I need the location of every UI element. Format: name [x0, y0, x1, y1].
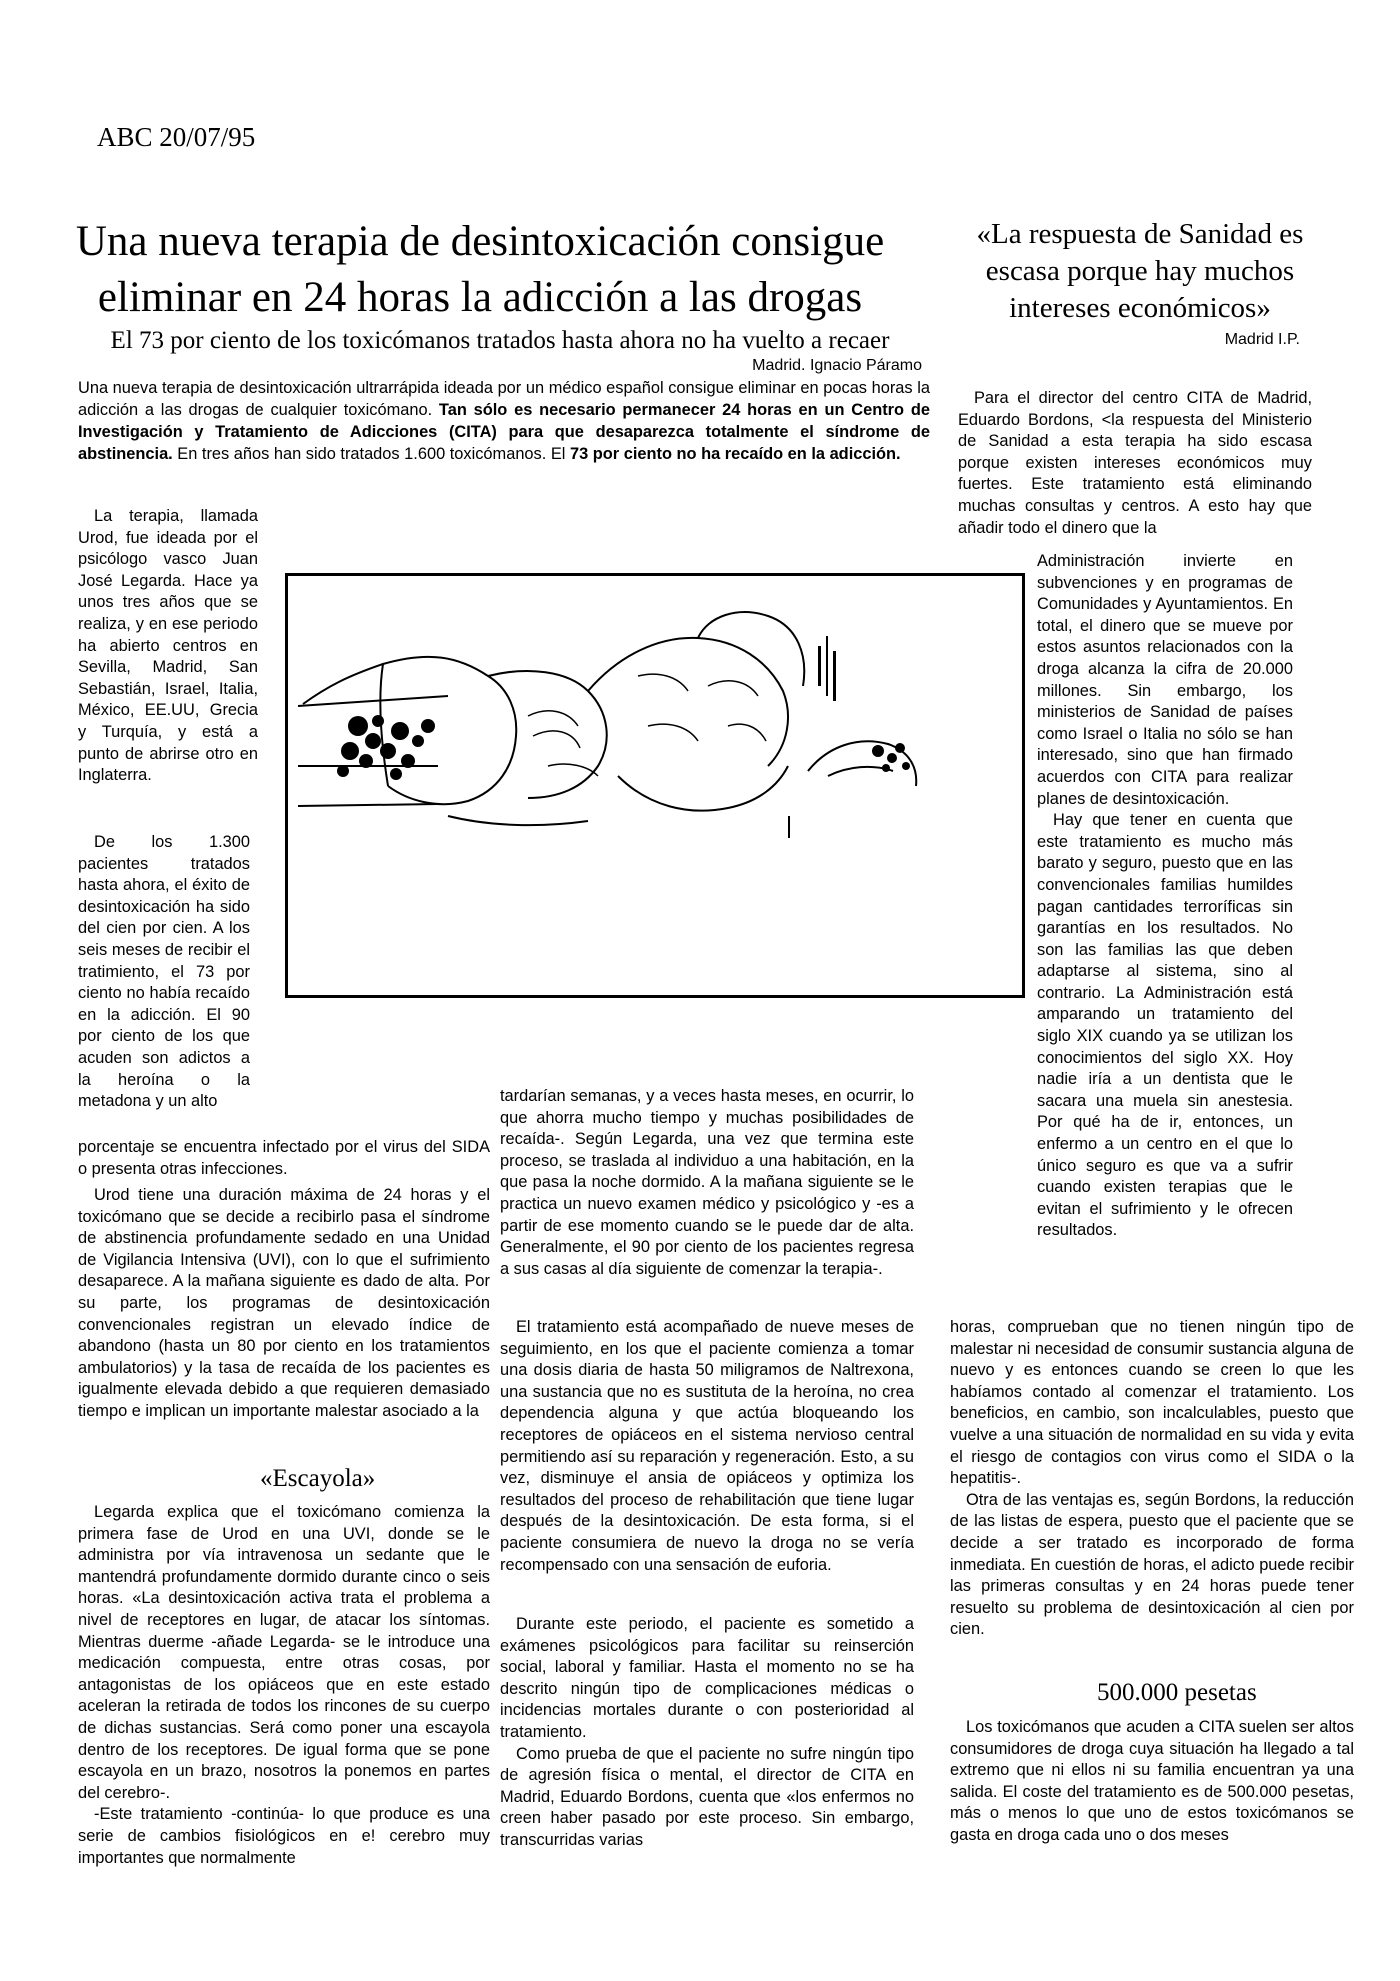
article-photo: [285, 573, 1025, 998]
subheadline: El 73 por ciento de los toxicómanos tratados hasta ahora no ha vuelto a recaer: [110, 327, 890, 354]
body-paragraph: De los 1.300 pacientes tratados hasta ahora, el éxito de desintoxicación ha sido del cien por cien. A los seis meses de recibir el tratimiento, el 73 por ciento no había recaído en la adicción. El 90 por ciento de los que acuden son adictos a la heroína o la metadona y un alto: [78, 833, 250, 1111]
sidebar-paragraph: Hay que tener en cuenta que este tratamiento es mucho más barato y seguro, puesto que en las convencionales familias humildes pagan cantidades terroríficas sin garantías en los resultados. No son las familias las que deben adaptarse al sistema, sino al contrario. La Administración está amparando un tratamiento del siglo XIX cuando ya se utilizan los conocimientos del siglo XX. Hoy nadie iría a un dentista que le sacara una muela sin anestesia. Por qué ha de ir, entonces, un enfermo a un centro en el que lo único seguro es que va a sufrir cuando existen terapias que le evitan el sufrimiento y le ofrecen resultados.: [1037, 811, 1293, 1240]
lead-bold-1: Tan sólo es necesario permanecer 24 horas en un Centro de Investigación y Tratamiento de Adicciones (CITA) para que desaparezca totalmente el síndrome de abstinencia.: [78, 401, 930, 463]
dateline: ABC 20/07/95: [97, 122, 256, 152]
body-paragraph: La terapia, llamada Urod, fue ideada por el psicólogo vasco Juan José Legarda. Hace ya unos tres años que se realiza, y en ese periodo ha abierto centros en Sevilla, Madrid, San Sebastián, Israel, Italia, México, EE.UU, Grecia y Turquía, y está a punto de abrirse otro en Inglaterra.: [78, 507, 258, 785]
headline: Una nueva terapia de desintoxicación consigue eliminar en 24 horas la adicción a las drogas: [75, 218, 885, 321]
sidebar-paragraph: Para el director del centro CITA de Madrid, Eduardo Bordons, <la respuesta del Ministerio de Sanidad a esta terapia ha sido escasa porque existen intereses económicos muy fuertes. Este tratamiento está eliminando muchas consultas y centros. A esto hay que añadir todo el dinero que la: [958, 389, 1312, 537]
article-column-middle-1: [500, 1086, 914, 1314]
photo-illustration: [288, 576, 1022, 995]
sidebar-paragraph: Otra de las ventajas es, según Bordons, la reducción de las listas de espera, puesto que el paciente que se decide a ser tratado es incorporado de forma inmediata. En cuestión de horas, el adicto puede recibir las primeras consultas y en 24 horas puede tener resuelto su problema de desintoxicación al cien por cien.: [950, 1490, 1354, 1639]
byline: Madrid. Ignacio Páramo: [752, 357, 922, 374]
body-paragraph: -Este tratamiento -continúa- lo que produce es una serie de cambios fisiológicos en e! cerebro muy importantes que normalmente: [78, 1805, 490, 1867]
sidebar-paragraph: Los toxicómanos que acuden a CITA suelen ser altos consumidores de droga cuya situación ha llegado a tal extremo que ni ellos ni su familia encuentran ya una salida. El coste del tratamiento es de 500.000 pesetas, más o menos lo que uno de estos toxicómanos se gasta en droga cada uno o dos meses: [950, 1718, 1354, 1844]
body-paragraph: porcentaje se encuentra infectado por el virus del SIDA o presenta otras infecciones.: [78, 1138, 490, 1178]
article-narrow-column-2: [78, 832, 250, 1132]
section-heading-escayola: «Escayola»: [260, 1465, 376, 1492]
sidebar-paragraph: Administración invierte en subvenciones y en programas de Comunidades y Ayuntamientos. En total, el dinero que se mueve por estos asuntos relacionados con la droga alcanza la cifra de 20.000 millones. Sin embargo, los ministerios de Sanidad de países como Israel o Italia no sólo se han interesado, sino que han firmado acuerdos con CITA para realizar planes de desintoxicación.: [1037, 552, 1293, 808]
sidebar-column-3: [950, 1317, 1354, 1641]
sidebar-byline: Madrid I.P.: [1224, 331, 1300, 348]
article-column-left-cont: [78, 1137, 490, 1180]
lead-bold-2: 73 por ciento no ha recaído en la adicción.: [569, 445, 901, 463]
section-heading-pesetas: 500.000 pesetas: [1097, 1679, 1257, 1706]
sidebar-column-4: [950, 1717, 1354, 1847]
lead-text-2: En tres años han sido tratados 1.600 toxicómanos. El: [172, 445, 570, 463]
article-narrow-column-1: [78, 506, 258, 818]
sidebar-column-2: [1037, 551, 1293, 1264]
article-column-left-2: [78, 1185, 490, 1423]
body-paragraph: Como prueba de que el paciente no sufre ningún tipo de agresión física o mental, el director de CITA en Madrid, Eduardo Bordons, cuenta que «los enfermos no creen haber pasado por este proceso. Sin embargo, transcurridas varias: [500, 1744, 914, 1849]
sidebar-paragraph: horas, comprueban que no tienen ningún tipo de malestar ni necesidad de consumir sustancia alguna de nuevo y es entonces cuando se creen lo que les habíamos contado al comenzar el tratamiento. Los beneficios, en cambio, son incalculables, puesto que vuelve a una situación de normalidad en su vida y evita el riesgo de contagios con virus como el SIDA o la hepatitis-.: [950, 1318, 1354, 1488]
article-column-middle-2: [500, 1317, 914, 1576]
body-paragraph: Legarda explica que el toxicómano comienza la primera fase de Urod en una UVI, donde se le administra por vía intravenosa un sedante que le mantendrá profundamente dormido durante cinco o seis horas. «La desintoxicación activa trata el problema a nivel de receptores en lugar, de atacar los síntomas. Mientras duerme -añade Legarda- se le introduce una medicación compuesta, entre otras cosas, por antagonistas de los opiáceos que en este estado aceleran la retirada de todos los rincones de su cuerpo de dichas sustancias. Será como poner una escayola dentro de los receptores. De igual forma que se pone escayola en un brazo, nosotros la ponemos en partes del cerebro-.: [78, 1503, 490, 1802]
body-paragraph: Urod tiene una duración máxima de 24 horas y el toxicómano que se decide a recibirlo pasa el síndrome de abstinencia profundamente sedado en una Unidad de Vigilancia Intensiva (UVI), con lo que el sufrimiento desaparece. A la mañana siguiente es dado de alta. Por su parte, los programas de desintoxicación convencionales registran un elevado índice de abandono (hasta un 80 por ciento en los tratamientos ambulatorios) y la tasa de recaída de los pacientes es igualmente elevada debido a que requieren demasiado tiempo e implican un importante malestar asociado a la: [78, 1186, 490, 1420]
body-paragraph: El tratamiento está acompañado de nueve meses de seguimiento, en los que el paciente comienza a tomar una dosis diaria de hasta 50 miligramos de Naltrexona, una sustancia que no es sustituta de la heroína, no crea dependencia alguna y que actúa bloqueando los receptores de opiáceos en el sistema nervioso central permitiendo así su reparación y regeneración. Esto, a su vez, disminuye el ansia de opiáceos y optimiza los resultados del proceso de rehabilitación que tiene lugar después de la desintoxicación. De esta forma, si el paciente consumiera de nuevo la droga no se vería recompensado con una sensación de euforia.: [500, 1318, 914, 1574]
lead-text-1: Una nueva terapia de desintoxicación ultrarrápida ideada por un médico español consigue eliminar en pocas horas la adicción a las drogas de cualquier toxicómano.: [78, 379, 930, 419]
sidebar-headline: «La respuesta de Sanidad es escasa porque hay muchos intereses económicos»: [976, 218, 1304, 324]
article-column-middle-3: [500, 1614, 914, 1852]
sidebar-column-1: [958, 388, 1312, 539]
lead-paragraph: [78, 377, 930, 465]
body-paragraph: tardarían semanas, y a veces hasta meses, en ocurrir, lo que ahorra mucho tiempo y muchas posibilidades de recaída-. Según Legarda, una vez que termina este proceso, se traslada al individuo a una habitación, en la que pasa la noche dormido. A la mañana siguiente se le practica un nuevo examen médico y psicológico y -es a partir de ese momento cuando se le puede dar de alta. Generalmente, el 90 por ciento de los pacientes regresa a sus casas al día siguiente de comenzar la terapia-.: [500, 1087, 914, 1278]
body-paragraph: Durante este periodo, el paciente es sometido a exámenes psicológicos para facilitar su reinserción social, laboral y familiar. Hasta el momento no se ha descrito ningún tipo de complicaciones médicas o incidencias mortales durante o con posterioridad al tratamiento.: [500, 1615, 914, 1741]
article-column-left-3: [78, 1502, 490, 1869]
